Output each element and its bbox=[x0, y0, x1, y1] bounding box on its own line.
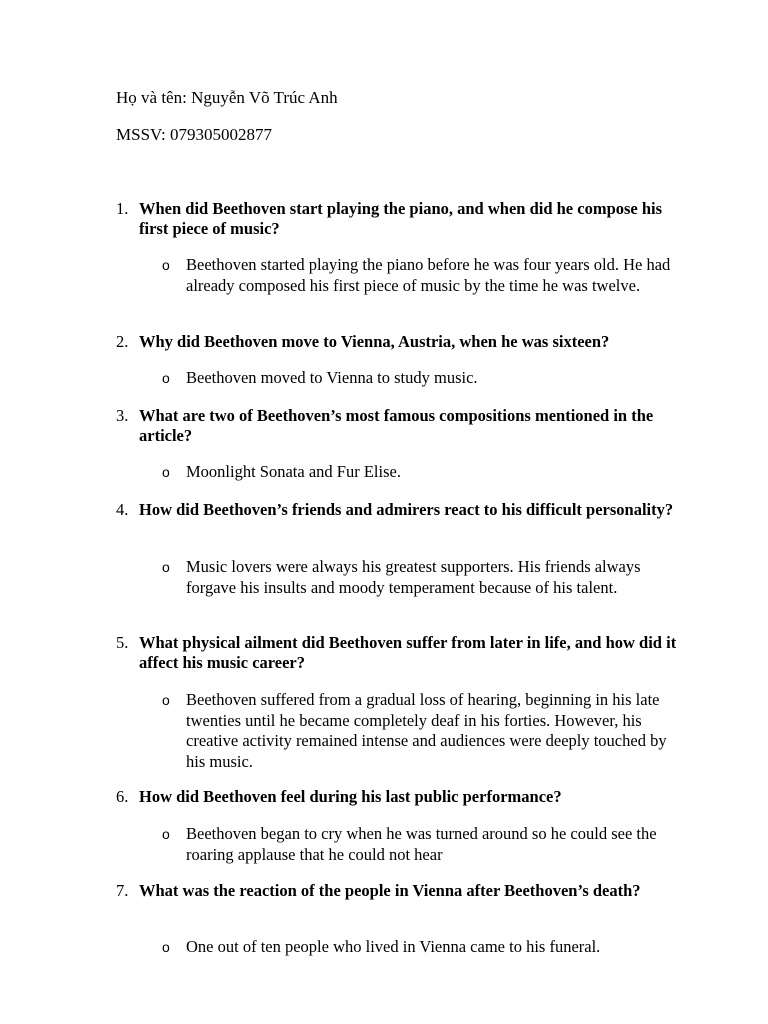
bullet-icon: o bbox=[162, 559, 170, 575]
question-text: What physical ailment did Beethoven suffer from later in life, and how did it affect his music career? bbox=[139, 633, 677, 672]
answer-text: One out of ten people who lived in Vienna came to his funeral. bbox=[186, 937, 601, 956]
question-number: 2. bbox=[116, 332, 129, 351]
question-text: When did Beethoven start playing the piano, and when did he compose his first piece of music? bbox=[139, 199, 663, 238]
question-number: 6. bbox=[116, 787, 129, 806]
answer-text: Moonlight Sonata and Fur Elise. bbox=[186, 462, 401, 481]
bullet-icon: o bbox=[162, 692, 170, 708]
bullet-icon: o bbox=[162, 370, 170, 386]
question-number: 4. bbox=[116, 500, 129, 519]
bullet-icon: o bbox=[162, 257, 170, 273]
bullet-icon: o bbox=[162, 939, 170, 955]
question-text: How did Beethoven’s friends and admirers react to his difficult personality? bbox=[139, 500, 674, 519]
student-name-line: Họ và tên: Nguyễn Võ Trúc Anh bbox=[116, 88, 338, 107]
answer-text: Beethoven moved to Vienna to study music. bbox=[186, 368, 478, 387]
student-id-line: MSSV: 079305002877 bbox=[116, 125, 273, 144]
question-text: Why did Beethoven move to Vienna, Austria, when he was sixteen? bbox=[139, 332, 610, 351]
answer-text: Beethoven began to cry when he was turned around so he could see the roaring applause that he could not hear bbox=[186, 824, 657, 864]
question-number: 1. bbox=[116, 199, 129, 218]
question-number: 3. bbox=[116, 406, 129, 425]
question-text: What was the reaction of the people in Vienna after Beethoven’s death? bbox=[139, 881, 641, 900]
bullet-icon: o bbox=[162, 826, 170, 842]
question-text: How did Beethoven feel during his last public performance? bbox=[139, 787, 562, 806]
answer-text: Beethoven suffered from a gradual loss of hearing, beginning in his late twenties until he became completely deaf in his forties. However, his creative activity remained intense and audiences were deeply touched by his music. bbox=[186, 690, 667, 771]
question-number: 5. bbox=[116, 633, 129, 652]
question-text: What are two of Beethoven’s most famous compositions mentioned in the article? bbox=[139, 406, 654, 445]
question-number: 7. bbox=[116, 881, 129, 900]
bullet-icon: o bbox=[162, 464, 170, 480]
answer-text: Beethoven started playing the piano before he was four years old. He had already composed his first piece of music by the time he was twelve. bbox=[186, 255, 671, 295]
answer-text: Music lovers were always his greatest supporters. His friends always forgave his insults and moody temperament because of his talent. bbox=[186, 557, 641, 597]
